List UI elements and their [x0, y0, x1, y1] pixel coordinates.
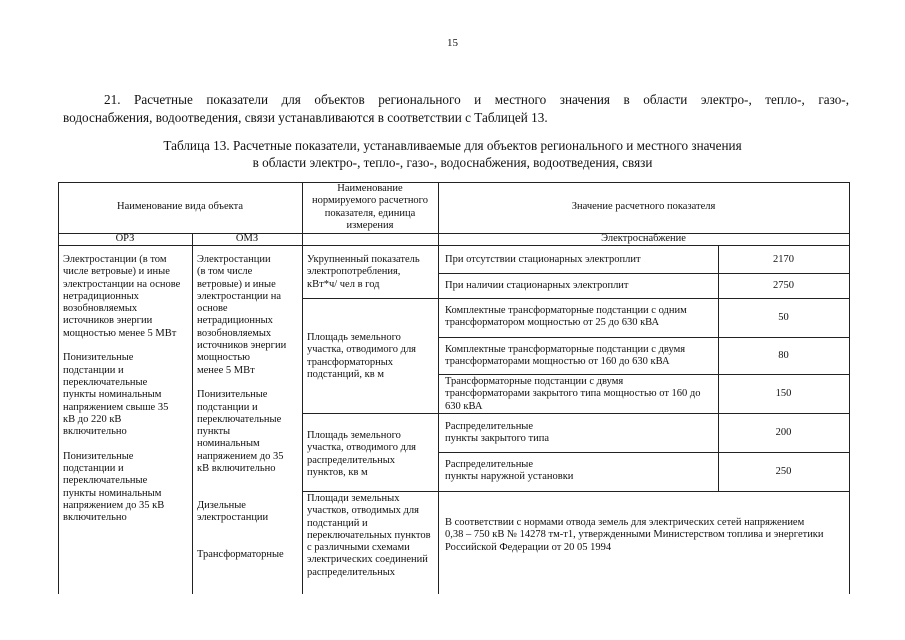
- condition-text-line: 630 кВА: [445, 400, 483, 412]
- row-divider: [302, 413, 850, 414]
- row-value: 150: [775, 388, 792, 399]
- indicator-distribution-area: [307, 430, 416, 479]
- intro-line-1: 21. Расчетные показатели для объектов регионального и местного значения в области электро-, тепло-, газо-,: [104, 92, 849, 107]
- row-condition: [445, 421, 549, 446]
- norm-reference: [445, 517, 824, 554]
- page-number: 15: [447, 37, 458, 49]
- row-divider: [438, 337, 850, 338]
- indicator-text-line: электрических соединений: [307, 554, 428, 566]
- orz-text-line: подстанции и: [63, 463, 124, 475]
- norm-text-line: В соответствии с нормами отвода земель для электрических сетей напряжением: [445, 517, 805, 528]
- omz-text-line: напряжением до 35: [197, 450, 284, 462]
- indicator-consumption: [307, 254, 420, 291]
- header-indicator: [302, 183, 438, 232]
- row-value: 80: [778, 350, 789, 361]
- row-condition: [445, 254, 641, 266]
- omz-text-line: возобновляемых: [197, 327, 272, 339]
- omz-text-line: номинальным: [197, 438, 260, 450]
- omz-description: [197, 254, 286, 561]
- indicator-text-line: распределительных: [307, 454, 396, 466]
- orz-text-line: переключательные: [63, 475, 148, 487]
- row-divider: [302, 298, 850, 299]
- indicator-text-line: пунктов, кв м: [307, 466, 368, 478]
- omz-text-line: источников энергии: [197, 340, 287, 352]
- orz-text-line: [63, 340, 180, 352]
- subheader-orz: ОРЗ: [115, 233, 135, 244]
- orz-text-line: числе ветровые) и иные: [63, 266, 170, 278]
- orz-text-line: Понизительные: [63, 450, 134, 462]
- omz-text-line: переключательные: [197, 413, 282, 425]
- indicator-text-line: участков, отводимых для: [307, 505, 419, 517]
- orz-description: [63, 254, 180, 525]
- table-border-right: [849, 182, 850, 594]
- condition-text-line: Распределительные: [445, 421, 534, 432]
- omz-text-line: подстанции и: [197, 401, 258, 413]
- orz-text-line: подстанции и: [63, 364, 124, 376]
- omz-text-line: [197, 537, 286, 549]
- omz-text-line: [197, 488, 286, 500]
- omz-text-line: [197, 377, 286, 389]
- row-condition: [445, 280, 629, 292]
- row-condition: [445, 459, 573, 484]
- omz-text-line: (в том числе: [197, 266, 253, 278]
- omz-text-line: Понизительные: [197, 389, 268, 401]
- caption-line-1: Таблица 13. Расчетные показатели, устанавливаемые для объектов регионального и местного значения: [163, 138, 742, 153]
- condition-text-line: трансформатором мощностью от 25 до 630 кВА: [445, 317, 660, 329]
- norm-text-line: 0,38 – 750 кВ № 14278 тм-т1, утвержденными Министерством топлива и энергетики: [445, 529, 824, 541]
- table-border-top: [58, 182, 850, 183]
- omz-text-line: электростанции: [197, 512, 269, 524]
- omz-text-line: кВ включительно: [197, 463, 276, 475]
- omz-text-line: электростанции на: [197, 290, 282, 302]
- header-indicator-line: нормируемого расчетного: [312, 195, 428, 207]
- indicator-text-line: участка, отводимого для: [307, 442, 417, 454]
- condition-text-line: трансформаторами мощностью от 160 до 630 кВА: [445, 356, 670, 368]
- omz-text-line: нетрадиционных: [197, 315, 273, 327]
- orz-text-line: переключательные: [63, 376, 148, 388]
- condition-text-line: пункты закрытого типа: [445, 433, 550, 445]
- intro-paragraph: [63, 91, 849, 127]
- orz-text-line: напряжением до 35 кВ: [63, 499, 165, 511]
- orz-text-line: источников энергии: [63, 315, 153, 327]
- condition-text-line: Комплектные трансформаторные подстанции с одним: [445, 305, 687, 316]
- norm-text-line: Российской Федерации от 20 05 1994: [445, 541, 612, 553]
- condition-text-line: При отсутствии стационарных электроплит: [445, 254, 641, 265]
- omz-text-line: Дизельные: [197, 499, 246, 511]
- omz-text-line: пункты: [197, 426, 231, 438]
- subheader-electricity: Электроснабжение: [601, 233, 686, 244]
- row-value: 2170: [773, 254, 794, 265]
- indicator-text-line: Площадь земельного: [307, 430, 401, 441]
- subheader-omz: ОМЗ: [235, 233, 259, 244]
- indicator-text-line: подстанций, кв м: [307, 368, 385, 380]
- row-condition: [445, 376, 701, 413]
- indicator-text-line: электропотребления,: [307, 266, 401, 278]
- row-condition: [445, 305, 687, 330]
- header-indicator-line: показателя, единица: [324, 207, 416, 219]
- orz-text-line: включительно: [63, 426, 127, 438]
- row-divider: [438, 273, 850, 274]
- indicator-text-line: трансформаторных: [307, 356, 394, 368]
- header-value: Значение расчетного показателя: [571, 201, 716, 212]
- indicator-transformer-area: [307, 332, 416, 381]
- indicator-text-line: переключательных пунктов: [307, 529, 431, 541]
- omz-text-line: ветровые) и иные: [197, 278, 276, 290]
- header-object-type: Наименование вида объекта: [116, 201, 243, 212]
- orz-text-line: мощностью менее 5 МВт: [63, 327, 177, 339]
- omz-text-line: [197, 525, 286, 537]
- indicator-text-line: участка, отводимого для: [307, 344, 417, 356]
- orz-text-line: [63, 438, 180, 450]
- indicator-text-line: с различными схемами: [307, 542, 410, 554]
- row-condition: [445, 344, 685, 369]
- condition-text-line: Комплектные трансформаторные подстанции с двумя: [445, 344, 686, 355]
- orz-text-line: напряжением свыше 35: [63, 401, 169, 413]
- orz-text-line: Понизительные: [63, 352, 134, 364]
- header-indicator-line: Наименование: [337, 183, 403, 194]
- indicator-text-line: Укрупненный показатель: [307, 254, 420, 265]
- column-divider: [302, 182, 303, 594]
- table-caption: [0, 137, 905, 171]
- condition-text-line: Распределительные: [445, 459, 534, 470]
- condition-text-line: Трансформаторные подстанции с двумя: [445, 376, 624, 387]
- row-divider: [438, 452, 850, 453]
- omz-text-line: [197, 475, 286, 487]
- orz-text-line: возобновляемых: [63, 303, 138, 315]
- omz-text-line: основе: [197, 303, 228, 315]
- orz-text-line: пункты номинальным: [63, 487, 162, 499]
- omz-text-line: Электростанции: [197, 254, 271, 265]
- indicator-text-line: распределительных: [307, 566, 396, 578]
- condition-text-line: трансформаторами закрытого типа мощностью от 160 до: [445, 388, 701, 400]
- row-value: 50: [778, 312, 789, 323]
- orz-text-line: Электростанции (в том: [63, 254, 167, 265]
- intro-line-2: водоснабжения, водоотведения, связи устанавливаются в соответствии с Таблицей 13.: [63, 110, 548, 125]
- indicator-text-line: Площадь земельного: [307, 332, 401, 343]
- indicator-substation-area: [307, 493, 431, 579]
- indicator-text-line: подстанций и: [307, 517, 368, 529]
- indicator-text-line: кВт*ч/ чел в год: [307, 278, 380, 290]
- row-divider: [302, 491, 850, 492]
- row-divider: [438, 374, 850, 375]
- row-value: 200: [775, 427, 792, 438]
- row-value: 2750: [773, 280, 794, 291]
- omz-text-line: Трансформаторные: [197, 549, 284, 561]
- row-value: 250: [775, 466, 792, 477]
- header-indicator-line: измерения: [346, 219, 394, 231]
- omz-text-line: менее 5 МВт: [197, 364, 255, 376]
- condition-text-line: пункты наружной установки: [445, 471, 574, 483]
- orz-text-line: кВ до 220 кВ: [63, 413, 122, 425]
- orz-text-line: пункты номинальным: [63, 389, 162, 401]
- indicator-text-line: Площади земельных: [307, 493, 400, 504]
- column-divider: [192, 233, 193, 594]
- orz-text-line: нетрадиционных: [63, 290, 139, 302]
- orz-text-line: включительно: [63, 512, 127, 524]
- orz-text-line: электростанции на основе: [63, 278, 181, 290]
- caption-line-2: в области электро-, тепло-, газо-, водоснабжения, водоотведения, связи: [252, 155, 653, 170]
- condition-text-line: При наличии стационарных электроплит: [445, 280, 629, 291]
- omz-text-line: мощностью: [197, 352, 250, 364]
